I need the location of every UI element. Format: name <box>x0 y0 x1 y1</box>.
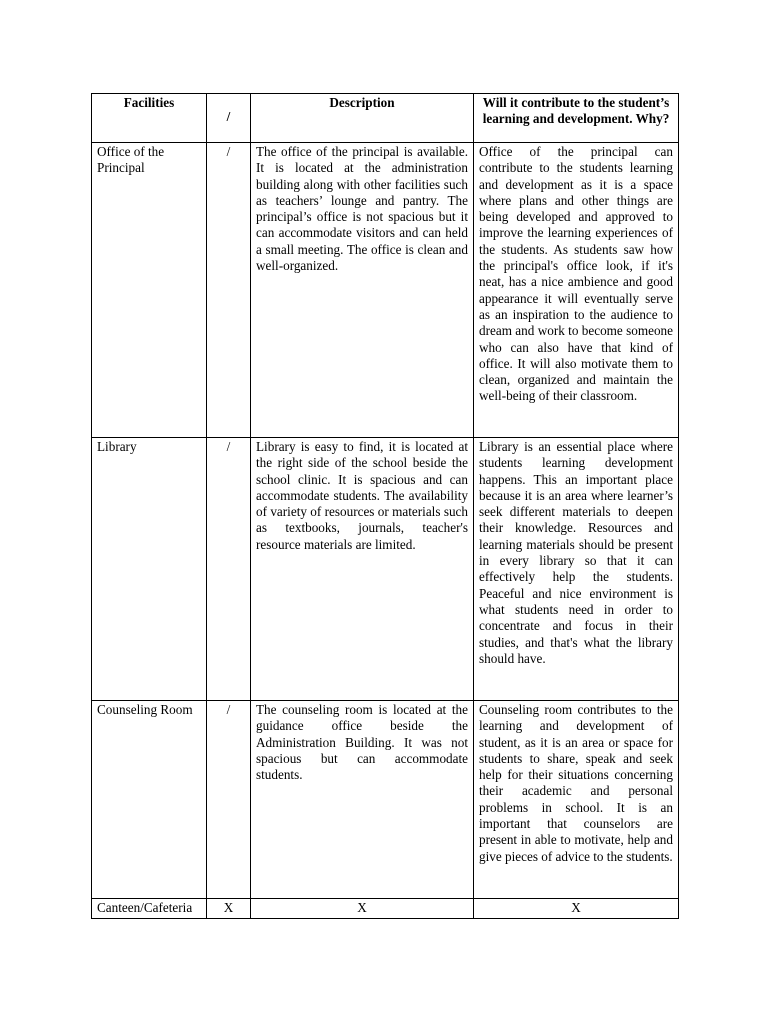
facility-description: Library is easy to find, it is located at the right side of the school beside the school clinic. It is spacious and can accommodate students. The availability of variety of resources or materials such as textbooks, journals, teacher's resource materials are limited. <box>251 438 474 701</box>
facility-description: The counseling room is located at the guidance office beside the Administration Building. It was not spacious but can accommodate students. <box>251 701 474 899</box>
facility-contribution: Library is an essential place where students learning development happens. This an important place because it is an area where learner’s seek different materials to deepen their knowledge. Resources and learning materials should be present in every library so that it can effectively help the students. Peaceful and nice environment is what students need in order to concentrate and focus in their studies, and that's what the library should have. <box>474 438 679 701</box>
header-description: Description <box>251 94 474 143</box>
facility-name: Counseling Room <box>92 701 207 899</box>
facility-contribution: X <box>474 899 679 919</box>
facility-name: Canteen/Cafeteria <box>92 899 207 919</box>
availability-mark: / <box>207 438 251 701</box>
header-contribution: Will it contribute to the student’s learning and development. Why? <box>474 94 679 143</box>
facility-description: X <box>251 899 474 919</box>
header-row <box>92 94 679 143</box>
facilities-table <box>91 93 679 919</box>
facility-name: Office of the Principal <box>92 143 207 438</box>
availability-mark: / <box>207 143 251 438</box>
facility-contribution: Counseling room contributes to the learning and development of student, as it is an area or space for students to share, speak and seek help for their situations concerning their academic and personal problems in school. It is an important that counselors are present in able to motivate, help and give pieces of advice to the students. <box>474 701 679 899</box>
table-row <box>92 438 679 701</box>
facility-contribution: Office of the principal can contribute to the students learning and development as it is a space where plans and other things are being developed and approved to improve the learning experiences of the students. As students saw how the principal's office look, if it's neat, has a nice ambience and good appearance it will eventually serve as an inspiration to the audience to dream and work to become someone who can also have that kind of office. It will also motivate them to clean, organized and maintain the well-being of their classroom. <box>474 143 679 438</box>
availability-mark: / <box>207 701 251 899</box>
facility-description: The office of the principal is available. It is located at the administration building along with other facilities such as teachers’ lounge and pantry. The principal’s office is not spacious but it can accommodate visitors and can held a small meeting. The office is clean and well-organized. <box>251 143 474 438</box>
header-facilities: Facilities <box>92 94 207 143</box>
table-row <box>92 701 679 899</box>
table-row <box>92 143 679 438</box>
header-check: / <box>207 94 251 143</box>
table-row <box>92 899 679 919</box>
availability-mark: X <box>207 899 251 919</box>
facility-name: Library <box>92 438 207 701</box>
